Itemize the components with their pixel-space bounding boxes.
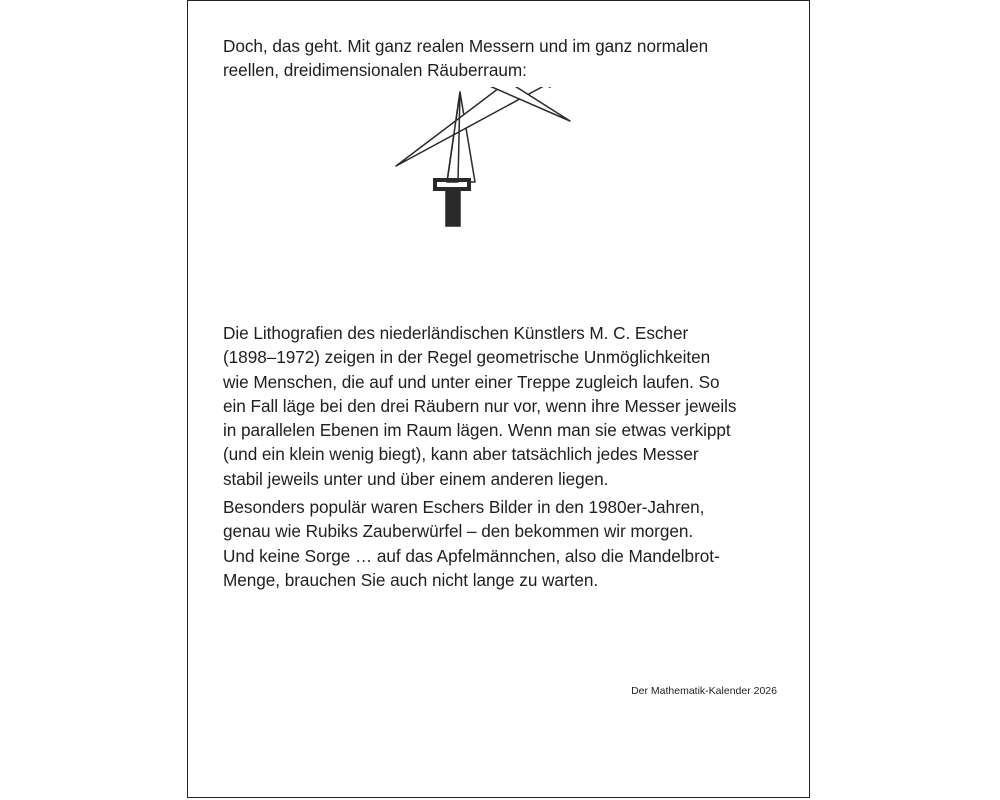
- intro-line: reellen, dreidimensionalen Räuberraum:: [223, 60, 527, 81]
- paragraph-line: (1898–1972) zeigen in der Regel geometrische Unmöglichkeiten: [223, 347, 711, 368]
- three-interlocking-knives-illustration: [384, 87, 620, 317]
- handle-bottom: [446, 189, 460, 226]
- paragraph-line: Menge, brauchen Sie auch nicht lange zu warten.: [223, 569, 599, 590]
- intro-text: [223, 34, 783, 83]
- paragraph-line: wie Menschen, die auf und unter einer Treppe zugleich laufen. So: [223, 371, 720, 392]
- calendar-footer: Der Mathematik-Kalender 2026: [631, 685, 777, 697]
- paragraph-line: genau wie Rubiks Zauberwürfel – den bekommen wir morgen.: [223, 521, 694, 542]
- paragraph-line: (und ein klein wenig biegt), kann aber tatsächlich jedes Messer: [223, 444, 699, 465]
- paragraph-line: ein Fall läge bei den drei Räubern nur vor, wenn ihre Messer jeweils: [223, 395, 737, 416]
- paragraph-line: Besonders populär waren Eschers Bilder in den 1980er-Jahren,: [223, 497, 705, 517]
- knife-right-red: [396, 87, 588, 166]
- paragraph-popularity: [223, 495, 783, 592]
- paragraph-line: Und keine Sorge … auf das Apfelmännchen, also die Mandelbrot-: [223, 545, 720, 566]
- paragraph-line: in parallelen Ebenen im Raum lägen. Wenn man sie etwas verkippt: [223, 420, 731, 441]
- paragraph-line: stabil jeweils unter und über einem anderen liegen.: [223, 468, 609, 489]
- calendar-page: [187, 0, 810, 798]
- intro-line: Doch, das geht. Mit ganz realen Messern und im ganz normalen: [223, 36, 709, 56]
- paragraph-escher: [223, 321, 783, 491]
- blade-bottom: [447, 92, 475, 182]
- paragraph-line: Die Lithografien des niederländischen Künstlers M. C. Escher: [223, 323, 689, 343]
